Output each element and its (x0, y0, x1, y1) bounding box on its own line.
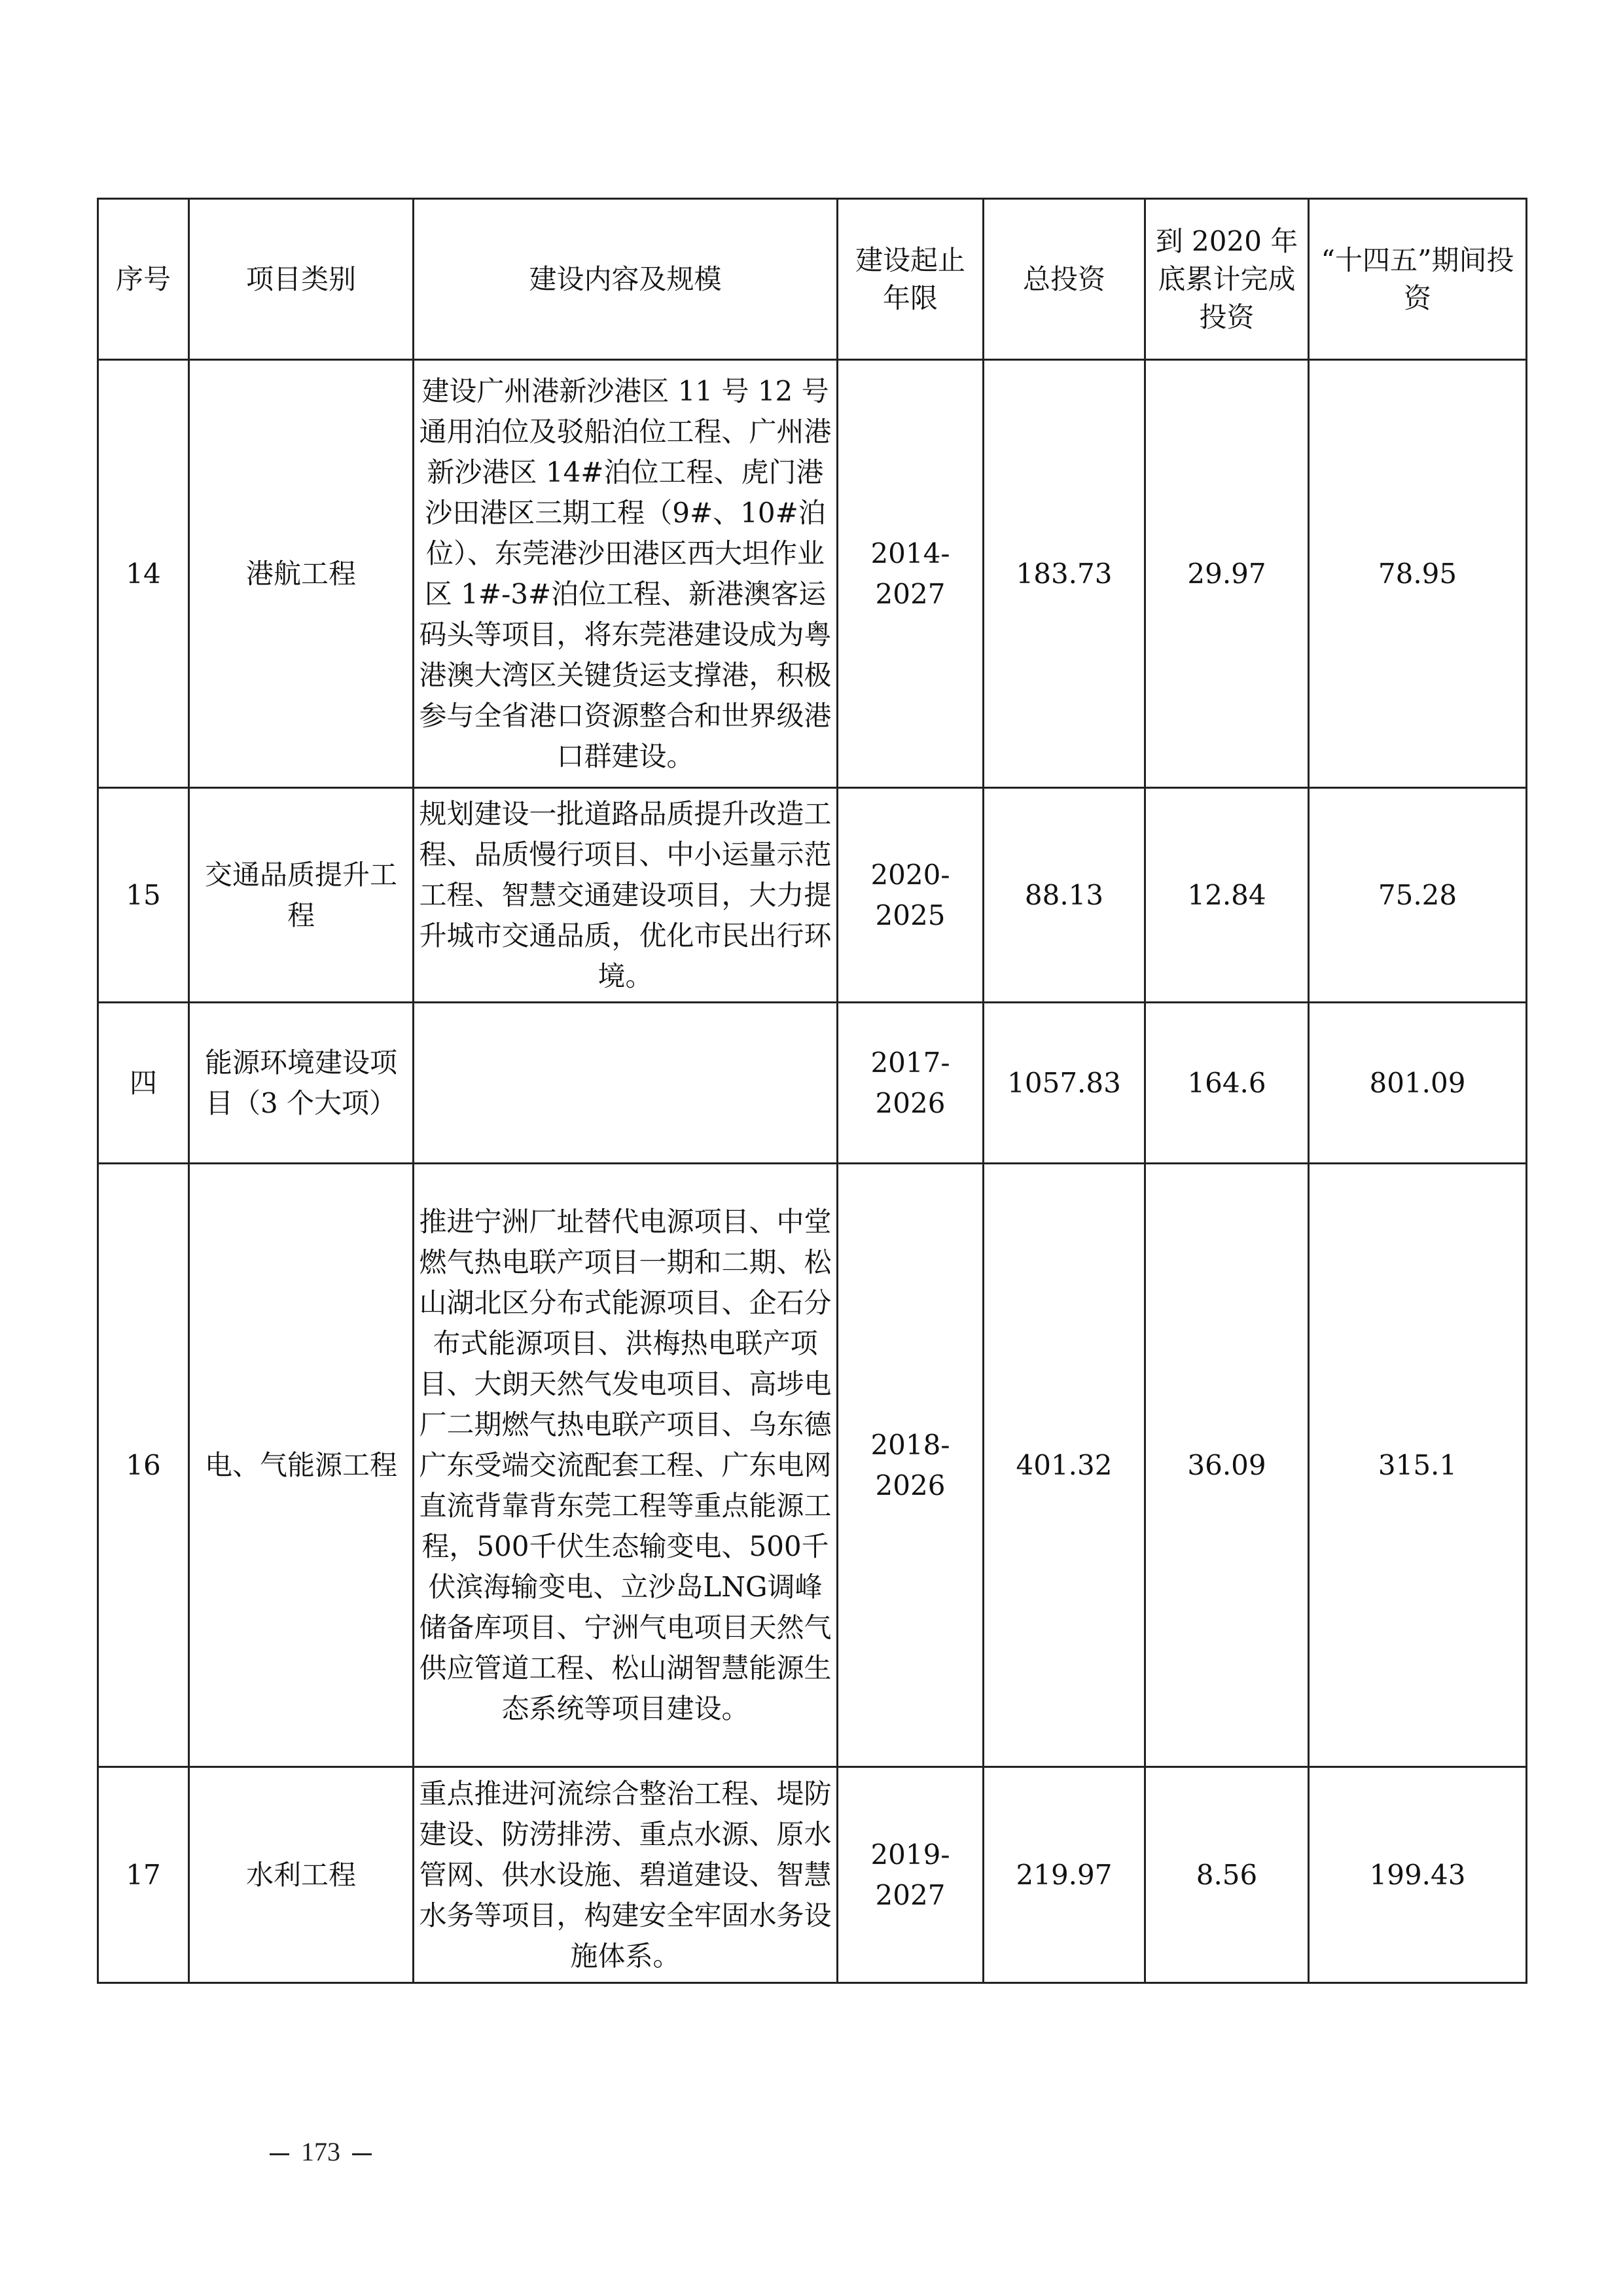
row-content: 重点推进河流综合整治工程、堤防建设、防涝排涝、重点水源、原水管网、供水设施、碧道建设、智慧水务等项目，构建安全牢固水务设施体系。 (414, 1767, 838, 1983)
row-period: 2019-2027 (838, 1767, 984, 1983)
row-category: 能源环境建设项目（3 个大项） (189, 1003, 414, 1164)
row-period: 2017-2026 (838, 1003, 984, 1164)
row-total: 1057.83 (984, 1003, 1145, 1164)
row-content: 推进宁洲厂址替代电源项目、中堂燃气热电联产项目一期和二期、松山湖北区分布式能源项目、企石分布式能源项目、洪梅热电联产项目、大朗天然气发电项目、高埗电厂二期燃气热电联产项目、乌东德广东受端交流配套工程、广东电网直流背靠背东莞工程等重点能源工程，500千伏生态输变电、500千伏滨海输变电、立沙岛LNG调峰储备库项目、宁洲气电项目天然气供应管道工程、松山湖智慧能源生态系统等项目建设。 (414, 1164, 838, 1767)
table-row (98, 788, 1527, 1003)
row-period: 2018-2026 (838, 1164, 984, 1767)
row-done: 36.09 (1145, 1164, 1309, 1767)
header-index: 序号 (98, 199, 189, 360)
header-period: 建设起止年限 (838, 199, 984, 360)
table-row (98, 1164, 1527, 1767)
row-plan: 315.1 (1309, 1164, 1527, 1767)
header-plan: “十四五”期间投资 (1309, 199, 1527, 360)
row-done: 12.84 (1145, 788, 1309, 1003)
row-content: 规划建设一批道路品质提升改造工程、品质慢行项目、中小运量示范工程、智慧交通建设项目，大力提升城市交通品质，优化市民出行环境。 (414, 788, 838, 1003)
row-category: 交通品质提升工程 (189, 788, 414, 1003)
row-total: 219.97 (984, 1767, 1145, 1983)
row-period: 2014-2027 (838, 360, 984, 788)
row-plan: 199.43 (1309, 1767, 1527, 1983)
row-content: 建设广州港新沙港区 11 号 12 号通用泊位及驳船泊位工程、广州港新沙港区 14#泊位工程、虎门港沙田港区三期工程（9#、10#泊位）、东莞港沙田港区西大坦作业区 1#-3#泊位工程、新港澳客运码头等项目，将东莞港建设成为粤港澳大湾区关键货运支撑港，积极参与全省港口资源整合和世界级港口群建设。 (414, 360, 838, 788)
page-number-text: 173 (301, 2137, 340, 2166)
row-index: 14 (98, 360, 189, 788)
page-number (242, 2136, 399, 2167)
row-period: 2020-2025 (838, 788, 984, 1003)
row-plan: 801.09 (1309, 1003, 1527, 1164)
row-plan: 75.28 (1309, 788, 1527, 1003)
header-category: 项目类别 (189, 199, 414, 360)
page-number-dash-right (352, 2153, 372, 2155)
row-index: 四 (98, 1003, 189, 1164)
table-row (98, 1767, 1527, 1983)
row-category: 水利工程 (189, 1767, 414, 1983)
row-category: 港航工程 (189, 360, 414, 788)
row-plan: 78.95 (1309, 360, 1527, 788)
table-row (98, 360, 1527, 788)
row-index: 17 (98, 1767, 189, 1983)
table-header-row (98, 199, 1527, 360)
row-total: 401.32 (984, 1164, 1145, 1767)
header-total: 总投资 (984, 199, 1145, 360)
row-index: 15 (98, 788, 189, 1003)
row-content (414, 1003, 838, 1164)
project-investment-table (97, 198, 1527, 1984)
row-done: 164.6 (1145, 1003, 1309, 1164)
row-done: 8.56 (1145, 1767, 1309, 1983)
table-row-section (98, 1003, 1527, 1164)
row-done: 29.97 (1145, 360, 1309, 788)
row-index: 16 (98, 1164, 189, 1767)
header-done: 到 2020 年底累计完成投资 (1145, 199, 1309, 360)
header-content: 建设内容及规模 (414, 199, 838, 360)
row-total: 88.13 (984, 788, 1145, 1003)
row-category: 电、气能源工程 (189, 1164, 414, 1767)
row-total: 183.73 (984, 360, 1145, 788)
page-number-dash-left (270, 2153, 289, 2155)
